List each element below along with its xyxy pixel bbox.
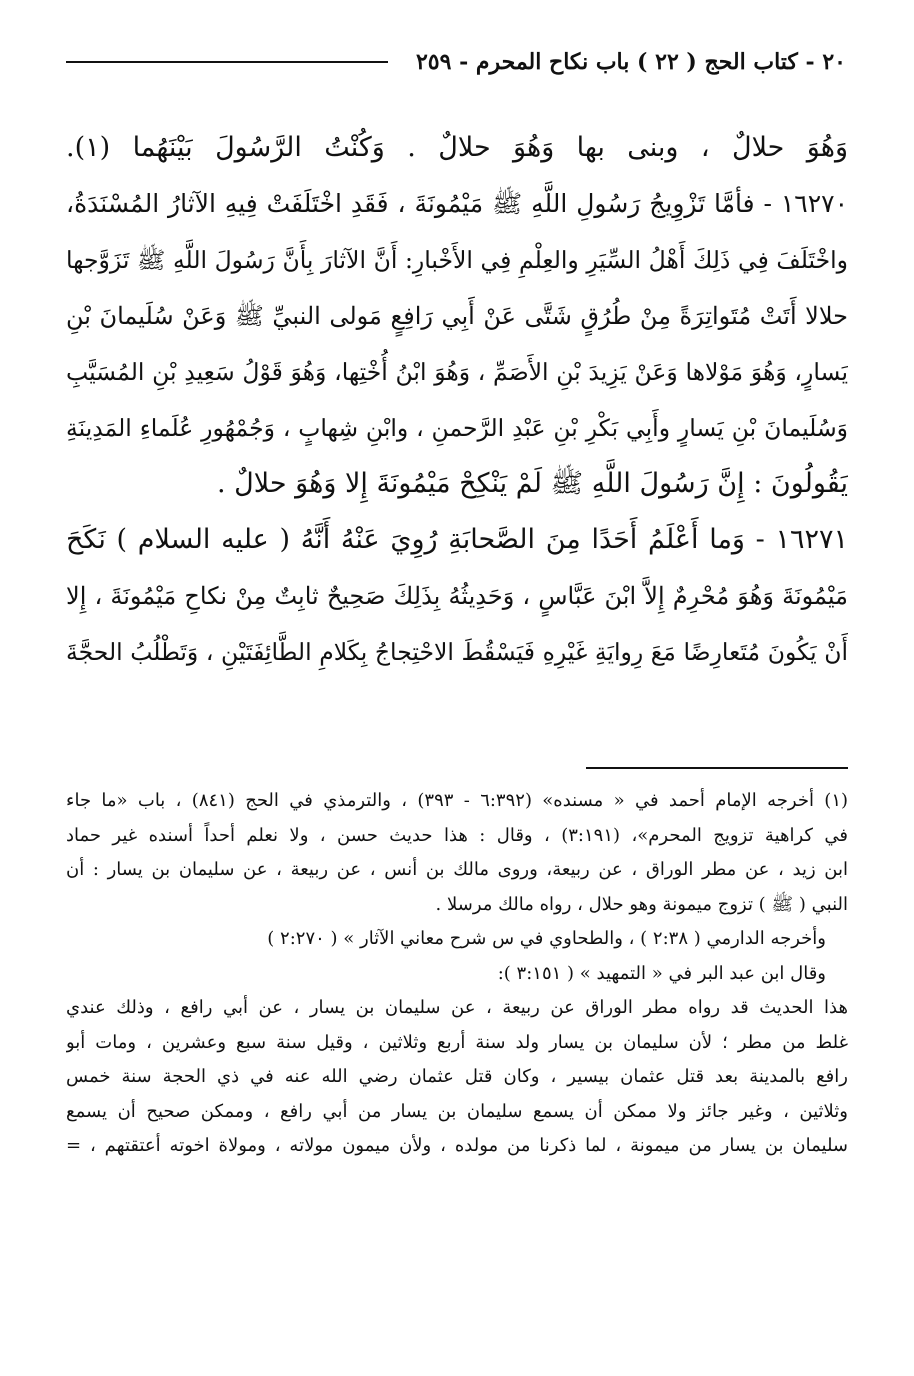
footnotes bbox=[66, 784, 848, 1164]
running-header bbox=[66, 44, 846, 80]
footnote-line: (١) أخرجه الإمام أحمد في « مسنده» (٦:٣٩٢ - ٣٩٣) ، والترمذي في الحج (٨٤١) ، باب «ما جاء bbox=[66, 790, 848, 811]
text-line: وَهُوَ حلالٌ ، وبنى بها وَهُوَ حلالٌ . وَكُنْتُ الرَّسُولَ بَيْنَهُما (١). bbox=[66, 132, 848, 163]
footnote-line: سليمان بن يسار من ميمونة ، لما ذكرنا من مولده ، ولأن ميمون مولاته ، ومولاة اخوته أعتقتهم ، = bbox=[66, 1135, 848, 1156]
text-line: ١٦٢٧٠ - فأمَّا تَزْوِيجُ رَسُولِ اللَّهِ ﷺ مَيْمُونَةَ ، فَقَدِ اخْتَلَفَتْ فِيهِ الآثارُ المُسْنَدَةُ، bbox=[66, 189, 848, 218]
footnote-line: وقال ابن عبد البر في « التمهيد » ( ٣:١٥١ ): bbox=[497, 962, 826, 984]
header-rule bbox=[66, 61, 388, 63]
footnote-line: النبي ( ﷺ ) تزوج ميمونة وهو حلال ، رواه مالك مرسلا . bbox=[435, 893, 848, 915]
text-line: وَسُلَيمانَ بْنِ يَسارٍ وأَبِي بَكْرِ بْنِ عَبْدِ الرَّحمنِ ، وابْنِ شِهابٍ ، وَجُمْهُورِ عُلَماءِ المَدِينَةِ bbox=[66, 414, 848, 442]
main-text bbox=[66, 120, 848, 680]
text-line: واخْتَلَفَ فِي ذَلِكَ أَهْلُ السِّيَرِ والعِلْمِ فِي الأَخْبارِ: أَنَّ الآثارَ بِأَنَّ رَسُولَ اللَّهِ ﷺ تَزَوَّجها bbox=[66, 246, 848, 274]
text-line: مَيْمُونَةَ وَهُوَ مُحْرِمٌ إِلاَّ ابْنَ عَبَّاسٍ ، وَحَدِيثُهُ بِذَلِكَ صَحِيحٌ ثابِتٌ مِنْ نكاحِ مَيْمُونَةَ ، إِلا bbox=[66, 582, 848, 610]
text-line: يَقُولُونَ : إِنَّ رَسُولَ اللَّهِ ﷺ لَمْ يَنْكِحْ مَيْمُونَةَ إِلا وَهُوَ حلالٌ . bbox=[216, 468, 848, 499]
footnote-line: وثلاثين ، وغير جائز ولا ممكن أن يسمع سليمان بن يسار من أبي رافع ، وممكن صحيح أن يسمع bbox=[66, 1100, 848, 1122]
footnote-line: هذا الحديث قد رواه مطر الوراق عن ربيعة ، عن سليمان بن يسار ، عن أبي رافع ، وذلك عندي bbox=[66, 997, 848, 1018]
footnote-separator bbox=[586, 767, 848, 769]
text-line: حلالا أَتَتْ مُتَواتِرَةً مِنْ طُرُقٍ شَتَّى عَنْ أَبِي رَافِعٍ مَولى النبيِّ ﷺ وَعَنْ سُلَيمانَ بْنِ bbox=[66, 302, 848, 330]
footnote-line: في كراهية تزويج المحرم»، (٣:١٩١) ، وقال : هذا حديث حسن ، ولا نعلم أحداً أسنده غير حماد bbox=[66, 824, 848, 846]
footnote-line: وأخرجه الدارمي ( ٢:٣٨ ) ، والطحاوي في س شرح معاني الآثار » ( ٢:٢٧٠ ) bbox=[267, 928, 826, 949]
footnote-line: ابن زيد ، عن مطر الوراق ، عن ربيعة، وروى مالك بن أنس ، عن ربيعة ، عن سليمان بن يسار : أن bbox=[66, 859, 848, 880]
text-line: يَسارٍ، وَهُوَ مَوْلاها وَعَنْ يَزِيدَ بْنِ الأَصَمِّ ، وَهُوَ ابْنُ أُخْتِها، وَهُوَ قَوْلُ سَعِيدِ بْنِ المُسَيَّبِ bbox=[66, 358, 848, 386]
text-line: ١٦٢٧١ - وَما أَعْلَمُ أَحَدًا مِنَ الصَّحابَةِ رُوِيَ عَنْهُ أَنَّهُ ( عليه السلام ) نَكَحَ bbox=[66, 524, 848, 555]
text-line: أَنْ يَكُونَ مُتَعارِضًا مَعَ رِوايَةِ غَيْرِهِ فَيَسْقُطَ الاحْتِجاجُ بِكَلامِ الطَّائِفَتَيْنِ ، وَتَطْلُبُ الحجَّةَ bbox=[66, 638, 848, 666]
footnote-line: رافع بالمدينة بعد قتل عثمان بيسير ، وكان قتل عثمان رضي الله عنه في ذي الحجة سنة خمس bbox=[66, 1066, 848, 1087]
footnote-line: غلط من مطر ؛ لأن سليمان بن يسار ولد سنة أربع وثلاثين ، وقيل سنة سبع وعشرين ، ومات أبو bbox=[66, 1031, 848, 1053]
running-title: ٢٠ - كتاب الحج ( ٢٢ ) باب نكاح المحرم - ٢٥٩ bbox=[415, 49, 846, 75]
